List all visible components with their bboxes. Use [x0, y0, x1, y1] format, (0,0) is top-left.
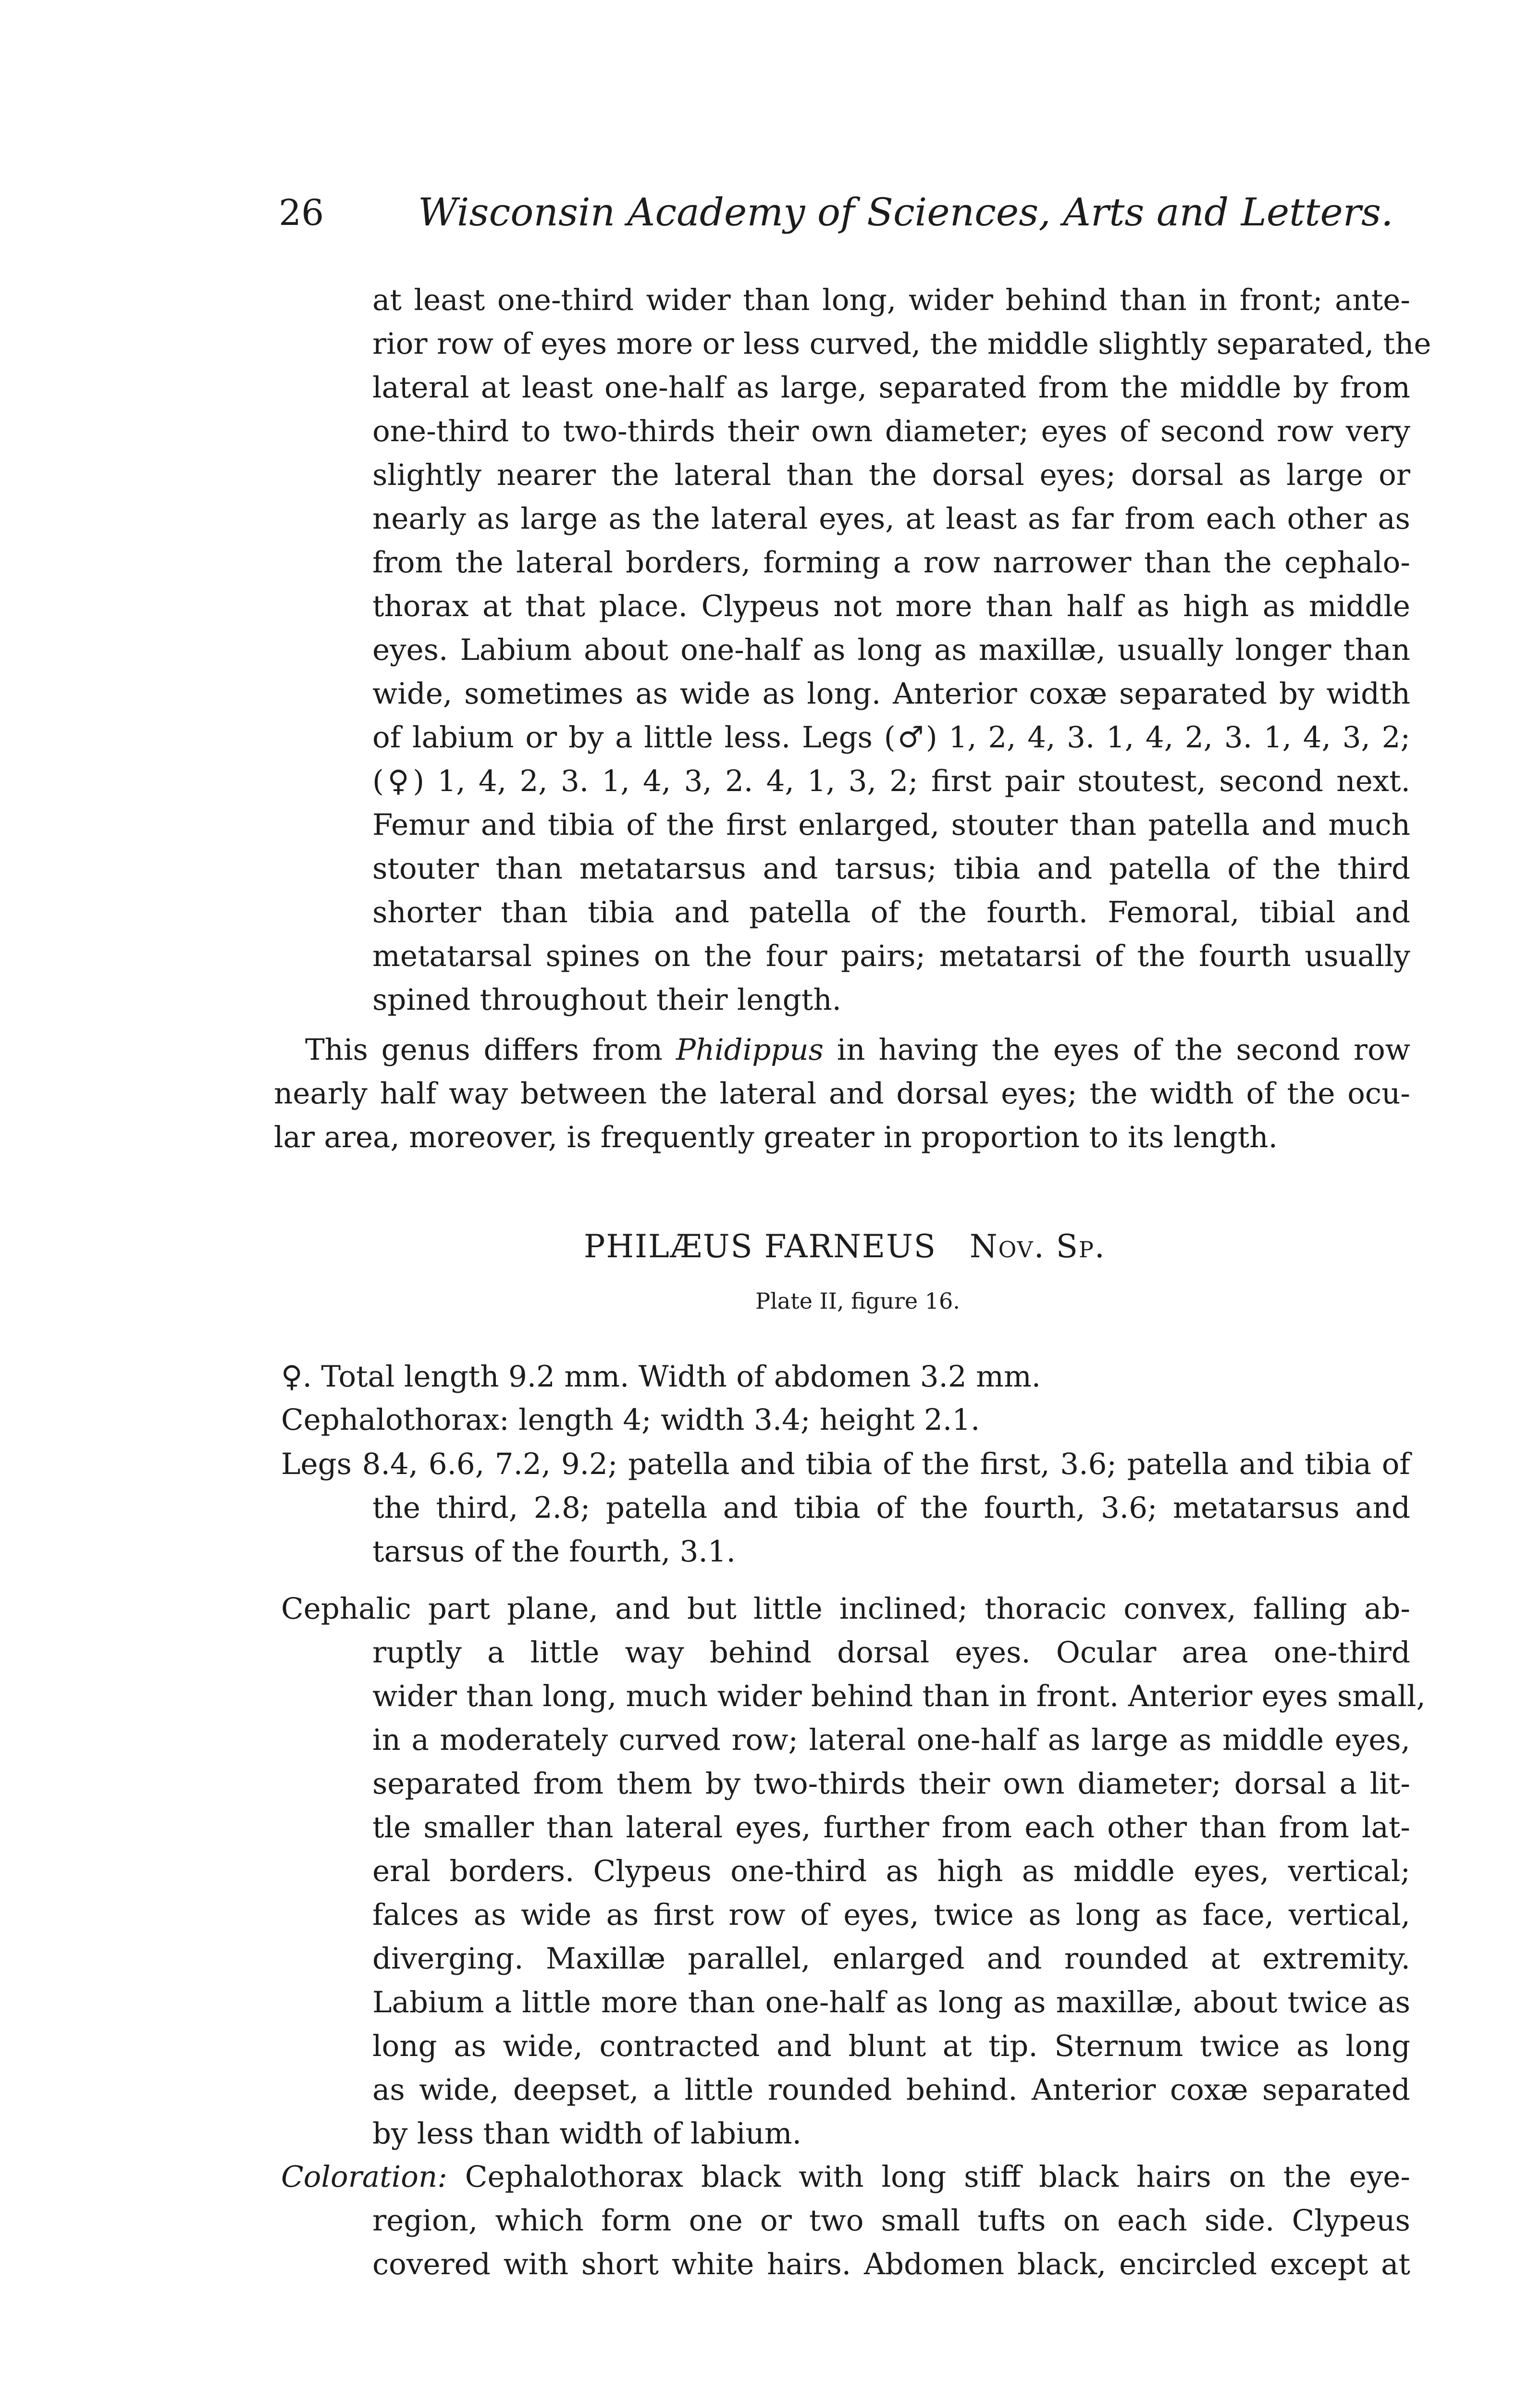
genus-line: thorax at that place. Clypeus not more than half as high as middle: [372, 589, 1410, 623]
genus-diff-line: nearly half way between the lateral and dorsal eyes; the width of the ocu-: [274, 1077, 1410, 1111]
genus-line: wide, sometimes as wide as long. Anterior coxæ separated by width: [372, 677, 1410, 711]
genus-diff-line: This genus differs from Phidippus in having the eyes of the second row: [305, 1033, 1411, 1067]
cephalic-line: in a moderately curved row; lateral one-half as large as middle eyes,: [372, 1723, 1410, 1757]
cephalic-line: diverging. Maxillæ parallel, enlarged and rounded at extremity.: [372, 1942, 1410, 1976]
genus-diff-line: lar area, moreover, is frequently greater in proportion to its length.: [274, 1120, 1278, 1154]
genus-line: lateral at least one-half as large, separated from the middle by from: [372, 371, 1410, 405]
genus-line: at least one-third wider than long, wider behind than in front; ante-: [372, 283, 1410, 317]
plate-reference: Plate II, figure 16.: [755, 1288, 960, 1314]
cephalic-line: separated from them by two-thirds their own diameter; dorsal a lit-: [372, 1767, 1410, 1801]
total-length: ♀. Total length 9.2 mm. Width of abdomen 3.2 mm.: [281, 1360, 1041, 1394]
cephalic-line: falces as wide as first row of eyes, twice as long as face, vertical,: [372, 1898, 1410, 1932]
species-heading: PHILÆUS FARNEUS Nov. Sp.: [584, 1228, 1106, 1265]
cephalic-line: Labium a little more than one-half as long as maxillæ, about twice as: [372, 1985, 1410, 2019]
legs-measure: Legs 8.4, 6.6, 7.2, 9.2; patella and tibia of the first, 3.6; patella and tibia of: [281, 1447, 1410, 1481]
cephalic-line: eral borders. Clypeus one-third as high as middle eyes, vertical;: [372, 1854, 1410, 1888]
coloration-line: region, which form one or two small tufts on each side. Clypeus: [372, 2204, 1410, 2238]
cephalic-line: long as wide, contracted and blunt at tip. Sternum twice as long: [372, 2029, 1410, 2063]
genus-line: shorter than tibia and patella of the fourth. Femoral, tibial and: [372, 895, 1410, 929]
genus-line: spined throughout their length.: [372, 983, 841, 1017]
cephalothorax-measure: Cephalothorax: length 4; width 3.4; height 2.1.: [281, 1403, 980, 1437]
cephalic-line: Cephalic part plane, and but little inclined; thoracic convex, falling ab-: [281, 1592, 1410, 1626]
genus-line: nearly as large as the lateral eyes, at least as far from each other as: [372, 502, 1410, 536]
cephalic-line: tle smaller than lateral eyes, further from each other than from lat-: [372, 1810, 1410, 1845]
genus-line: slightly nearer the lateral than the dorsal eyes; dorsal as large or: [372, 458, 1410, 492]
genus-line: from the lateral borders, forming a row narrower than the cephalo-: [372, 545, 1410, 580]
genus-line: metatarsal spines on the four pairs; metatarsi of the fourth usually: [372, 939, 1410, 973]
genus-phidippus: Phidippus: [676, 1033, 824, 1067]
coloration-label: Coloration:: [281, 2160, 447, 2194]
coloration-line: covered with short white hairs. Abdomen black, encircled except at: [372, 2247, 1410, 2281]
page-number: 26: [279, 192, 324, 234]
genus-line: of labium or by a little less. Legs (♂) 1, 2, 4, 3. 1, 4, 2, 3. 1, 4, 3, 2;: [372, 720, 1410, 755]
running-title: Wisconsin Academy of Sciences, Arts and Letters.: [418, 190, 1393, 235]
cephalic-line: by less than width of labium.: [372, 2117, 801, 2151]
legs-measure: tarsus of the fourth, 3.1.: [372, 1535, 736, 1569]
cephalic-line: as wide, deepset, a little rounded behind. Anterior coxæ separated: [372, 2073, 1410, 2107]
cephalic-line: ruptly a little way behind dorsal eyes. Ocular area one-third: [372, 1635, 1410, 1670]
genus-line: eyes. Labium about one-half as long as maxillæ, usually longer than: [372, 633, 1410, 667]
genus-line: Femur and tibia of the first enlarged, stouter than patella and much: [372, 808, 1410, 842]
genus-line: (♀) 1, 4, 2, 3. 1, 4, 3, 2. 4, 1, 3, 2; first pair stoutest, second next.: [372, 764, 1410, 798]
genus-line: stouter than metatarsus and tarsus; tibia and patella of the third: [372, 852, 1410, 886]
cephalic-line: wider than long, much wider behind than in front. Anterior eyes small,: [372, 1679, 1426, 1713]
coloration-line: Coloration: Cephalothorax black with long stiff black hairs on the eye-: [281, 2160, 1410, 2194]
legs-measure: the third, 2.8; patella and tibia of the fourth, 3.6; metatarsus and: [372, 1491, 1410, 1525]
genus-line: rior row of eyes more or less curved, the middle slightly separated, the: [372, 327, 1431, 361]
genus-line: one-third to two-thirds their own diameter; eyes of second row very: [372, 414, 1410, 448]
